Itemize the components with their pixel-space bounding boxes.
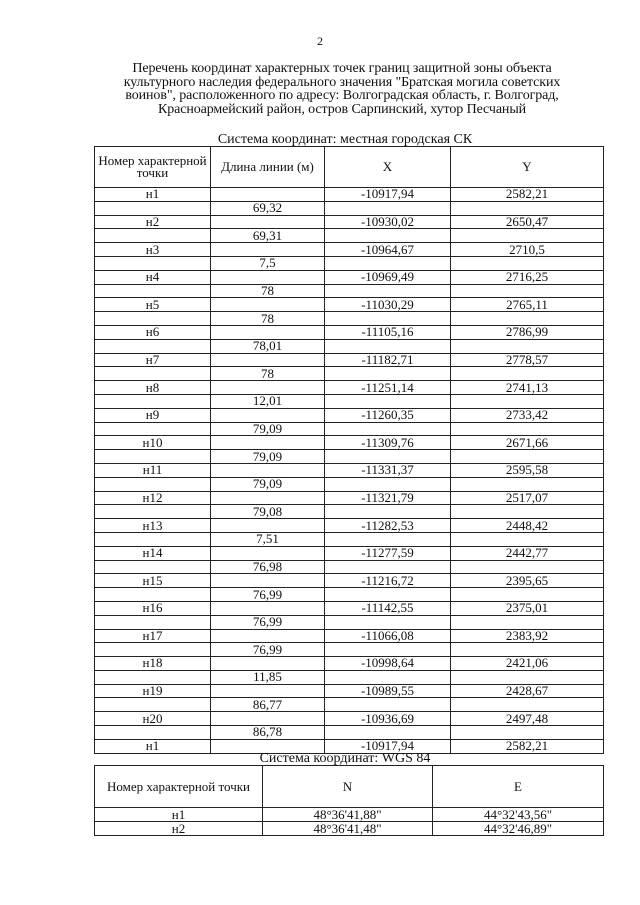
table-row	[95, 684, 604, 698]
x-cell: -11066,08	[325, 629, 451, 643]
y-cell-empty	[451, 560, 604, 574]
wgs-table-caption: Система координат: WGS 84	[259, 751, 431, 766]
column-header-e: E	[433, 766, 604, 808]
point-name-cell: н13	[95, 519, 211, 533]
point-name-cell: н1	[95, 808, 263, 822]
length-cell: 11,85	[211, 670, 325, 684]
table-header-row	[95, 766, 604, 808]
local-coordinates-table	[94, 146, 604, 754]
length-cell-empty	[211, 436, 325, 450]
table-row	[95, 353, 604, 367]
x-cell-empty	[325, 229, 451, 243]
x-cell-empty	[325, 367, 451, 381]
y-cell: 2786,99	[451, 325, 604, 339]
x-cell: -10964,67	[325, 243, 451, 257]
table-row	[95, 408, 604, 422]
length-cell: 86,78	[211, 726, 325, 740]
table-row	[95, 629, 604, 643]
point-name-cell: н14	[95, 546, 211, 560]
length-cell-empty	[211, 353, 325, 367]
point-name-cell: н15	[95, 574, 211, 588]
point-name-cell-empty	[95, 367, 211, 381]
length-cell: 76,99	[211, 643, 325, 657]
longitude-cell: 44°32'46,89"	[433, 822, 604, 836]
y-cell-empty	[451, 477, 604, 491]
table-row	[95, 188, 604, 202]
length-cell-empty	[211, 574, 325, 588]
x-cell-empty	[325, 477, 451, 491]
x-cell: -11331,37	[325, 463, 451, 477]
title-line: культурного наследия федерального значения "Братская могила советских	[123, 74, 561, 90]
column-header-point: Номер характерной точки	[95, 147, 211, 188]
x-cell: -11277,59	[325, 546, 451, 560]
length-cell-empty	[211, 408, 325, 422]
length-cell: 79,08	[211, 505, 325, 519]
length-row	[95, 422, 604, 436]
x-cell-empty	[325, 698, 451, 712]
x-cell-empty	[325, 284, 451, 298]
length-cell: 78	[211, 312, 325, 326]
table-header-row	[95, 147, 604, 188]
local-table-body	[95, 188, 604, 754]
length-row	[95, 560, 604, 574]
x-cell: -11282,53	[325, 519, 451, 533]
page-number: 2	[317, 34, 323, 48]
table-row	[95, 657, 604, 671]
length-cell-empty	[211, 684, 325, 698]
table-row	[95, 491, 604, 505]
table-row	[95, 436, 604, 450]
length-cell-empty	[211, 298, 325, 312]
length-cell-empty	[211, 491, 325, 505]
point-name-cell: н5	[95, 298, 211, 312]
point-name-cell: н3	[95, 243, 211, 257]
point-name-cell: н17	[95, 629, 211, 643]
title-line: воинов", расположенного по адресу: Волгоградская область, г. Волгоград,	[125, 88, 559, 103]
length-cell-empty	[211, 546, 325, 560]
table-row	[95, 325, 604, 339]
length-row	[95, 615, 604, 629]
x-cell: -11251,14	[325, 381, 451, 395]
y-cell-empty	[451, 615, 604, 629]
y-cell-empty	[451, 339, 604, 353]
y-cell: 2733,42	[451, 408, 604, 422]
y-cell: 2765,11	[451, 298, 604, 312]
length-cell-empty	[211, 629, 325, 643]
length-cell: 76,99	[211, 588, 325, 602]
length-cell: 76,99	[211, 615, 325, 629]
point-name-cell-empty	[95, 505, 211, 519]
point-name-cell: н20	[95, 712, 211, 726]
latitude-cell: 48°36'41,88"	[263, 808, 433, 822]
y-cell-empty	[451, 367, 604, 381]
table-row	[95, 822, 604, 836]
wgs-coordinates-table	[94, 765, 604, 836]
length-cell: 78	[211, 284, 325, 298]
table-row	[95, 574, 604, 588]
y-cell: 2383,92	[451, 629, 604, 643]
length-cell-empty	[211, 270, 325, 284]
x-cell-empty	[325, 339, 451, 353]
table-row	[95, 243, 604, 257]
length-cell: 7,5	[211, 256, 325, 270]
x-cell: -10989,55	[325, 684, 451, 698]
point-name-cell: н8	[95, 381, 211, 395]
length-cell: 79,09	[211, 422, 325, 436]
y-cell: 2517,07	[451, 491, 604, 505]
length-cell: 86,77	[211, 698, 325, 712]
x-cell: -11309,76	[325, 436, 451, 450]
length-cell-empty	[211, 215, 325, 229]
x-cell-empty	[325, 505, 451, 519]
length-row	[95, 367, 604, 381]
wgs-table-body	[95, 808, 604, 836]
point-name-cell: н16	[95, 601, 211, 615]
column-header-point: Номер характерной точки	[95, 766, 263, 808]
point-name-cell-empty	[95, 698, 211, 712]
table-row	[95, 546, 604, 560]
length-cell: 78	[211, 367, 325, 381]
point-name-cell: н6	[95, 325, 211, 339]
length-cell: 7,51	[211, 532, 325, 546]
length-row	[95, 339, 604, 353]
x-cell: -11142,55	[325, 601, 451, 615]
x-cell: -10917,94	[325, 739, 451, 753]
table-row	[95, 519, 604, 533]
length-row	[95, 284, 604, 298]
x-cell: -11182,71	[325, 353, 451, 367]
length-row	[95, 698, 604, 712]
y-cell: 2710,5	[451, 243, 604, 257]
point-name-cell-empty	[95, 229, 211, 243]
length-cell: 69,32	[211, 201, 325, 215]
x-cell: -10930,02	[325, 215, 451, 229]
table-row	[95, 808, 604, 822]
table-row	[95, 463, 604, 477]
y-cell: 2741,13	[451, 381, 604, 395]
y-cell: 2497,48	[451, 712, 604, 726]
point-name-cell: н19	[95, 684, 211, 698]
point-name-cell: н11	[95, 463, 211, 477]
x-cell: -11030,29	[325, 298, 451, 312]
x-cell: -11260,35	[325, 408, 451, 422]
y-cell-empty	[451, 229, 604, 243]
point-name-cell: н2	[95, 822, 263, 836]
point-name-cell-empty	[95, 339, 211, 353]
x-cell: -11321,79	[325, 491, 451, 505]
point-name-cell: н10	[95, 436, 211, 450]
length-row	[95, 505, 604, 519]
point-name-cell-empty	[95, 560, 211, 574]
x-cell-empty	[325, 422, 451, 436]
title-line: Перечень координат характерных точек границ защитной зоны объекта	[132, 61, 552, 76]
y-cell: 2595,58	[451, 463, 604, 477]
y-cell: 2375,01	[451, 601, 604, 615]
column-header-x: X	[325, 147, 451, 188]
table-row	[95, 601, 604, 615]
title-line: Красноармейский район, остров Сарпинский, хутор Песчаный	[157, 101, 527, 117]
x-cell-empty	[325, 560, 451, 574]
column-header-y: Y	[451, 147, 604, 188]
table-row	[95, 270, 604, 284]
local-table-caption: Система координат: местная городская СК	[217, 132, 473, 147]
x-cell: -10998,64	[325, 657, 451, 671]
y-cell: 2428,67	[451, 684, 604, 698]
y-cell-empty	[451, 422, 604, 436]
point-name-cell: н1	[95, 739, 211, 753]
point-name-cell-empty	[95, 615, 211, 629]
length-cell: 69,31	[211, 229, 325, 243]
x-cell: -10969,49	[325, 270, 451, 284]
table-row	[95, 215, 604, 229]
longitude-cell: 44°32'43,56"	[433, 808, 604, 822]
x-cell: -10936,69	[325, 712, 451, 726]
point-name-cell: н2	[95, 215, 211, 229]
y-cell: 2395,65	[451, 574, 604, 588]
column-header-n: N	[263, 766, 433, 808]
y-cell: 2448,42	[451, 519, 604, 533]
point-name-cell: н9	[95, 408, 211, 422]
point-name-cell: н4	[95, 270, 211, 284]
x-cell: -10917,94	[325, 188, 451, 202]
point-name-cell: н7	[95, 353, 211, 367]
table-row	[95, 712, 604, 726]
y-cell-empty	[451, 505, 604, 519]
length-row	[95, 229, 604, 243]
point-name-cell: н1	[95, 188, 211, 202]
length-cell: 79,09	[211, 450, 325, 464]
y-cell-empty	[451, 698, 604, 712]
length-cell: 76,98	[211, 560, 325, 574]
point-name-cell-empty	[95, 422, 211, 436]
y-cell: 2442,77	[451, 546, 604, 560]
y-cell: 2778,57	[451, 353, 604, 367]
y-cell: 2582,21	[451, 739, 604, 753]
y-cell: 2716,25	[451, 270, 604, 284]
length-row	[95, 477, 604, 491]
x-cell: -11105,16	[325, 325, 451, 339]
x-cell: -11216,72	[325, 574, 451, 588]
table-row	[95, 298, 604, 312]
y-cell: 2671,66	[451, 436, 604, 450]
length-cell: 79,09	[211, 477, 325, 491]
y-cell: 2582,21	[451, 188, 604, 202]
y-cell-empty	[451, 284, 604, 298]
y-cell: 2650,47	[451, 215, 604, 229]
table-row	[95, 381, 604, 395]
length-cell: 78,01	[211, 339, 325, 353]
y-cell: 2421,06	[451, 657, 604, 671]
point-name-cell: н12	[95, 491, 211, 505]
length-cell: 12,01	[211, 394, 325, 408]
point-name-cell-empty	[95, 284, 211, 298]
latitude-cell: 48°36'41,48"	[263, 822, 433, 836]
point-name-cell-empty	[95, 477, 211, 491]
column-header-length: Длина линии (м)	[211, 147, 325, 188]
document-title	[92, 62, 592, 116]
x-cell-empty	[325, 615, 451, 629]
point-name-cell: н18	[95, 657, 211, 671]
